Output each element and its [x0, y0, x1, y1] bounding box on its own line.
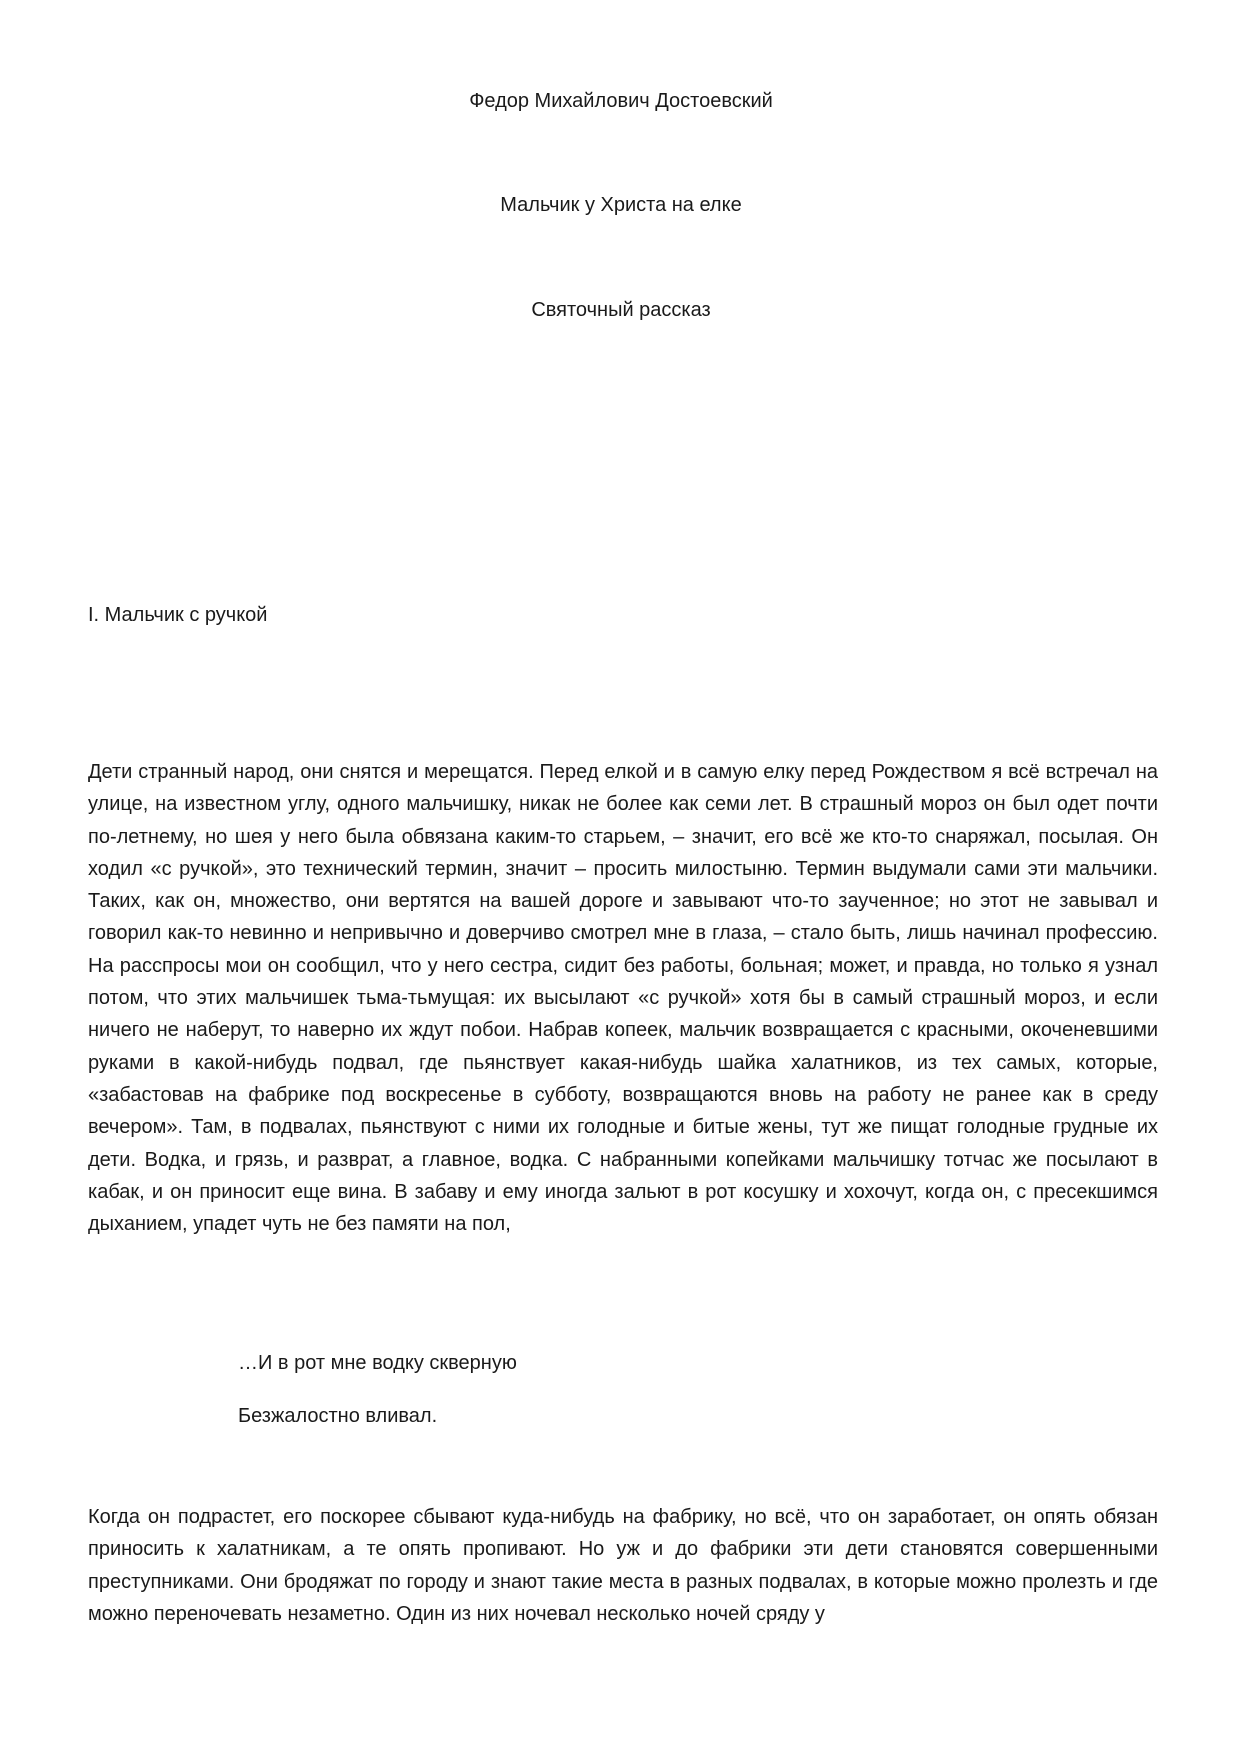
verse-line-2: Безжалостно вливал. [238, 1405, 438, 1427]
story-title: Мальчик у Христа на елке [500, 194, 742, 216]
body-paragraph-1: Дети странный народ, они снятся и мерещатся. Перед елкой и в самую елку перед Рождеством я всё встречал на улице, на известном углу, одного мальчишку, никак не более как семи лет. В страшный мороз он был одет почти по-летнему, но шея у него была обвязана каким-то старьем, – значит, его всё же кто-то снаряжал, посылая. Он ходил «с ручкой», это технический термин, значит – просить милостыню. Термин выдумали сами эти мальчики. Таких, как он, множество, они вертятся на вашей дороге и завывают что-то заученное; но этот не завывал и говорил как-то невинно и непривычно и доверчиво смотрел мне в глаза, – стало быть, лишь начинал профессию. На расспросы мои он сообщил, что у него сестра, сидит без работы, больная; может, и правда, но только я узнал потом, что этих мальчишек тьма-тьмущая: их высылают «с ручкой» хотя бы в самый страшный мороз, и если ничего не наберут, то наверно их ждут побои. Набрав копеек, мальчик возвращается с красными, окоченевшими руками в какой-нибудь подвал, где пьянствует какая-нибудь шайка халатников, из тех самых, которые, «забастовав на фабрике под воскресенье в субботу, возвращаются вновь на работу не ранее как в среду вечером». Там, в подвалах, пьянствуют с ними их голодные и битые жены, тут же пищат голодные грудные их дети. Водка, и грязь, и разврат, а главное, водка. С набранными копейками мальчишку тотчас же посылают в кабак, и он приносит еще вина. В забаву и ему иногда зальют в рот косушку и хохочут, когда он, с пресекшимся дыханием, упадет чуть не без памяти на пол, [88, 761, 1158, 1236]
body-paragraph-2: Когда он подрастет, его поскорее сбывают куда-нибудь на фабрику, но всё, что он заработает, он опять обязан приносить к халатникам, а те опять пропивают. Но уж и до фабрики эти дети становятся совершенными преступниками. Они бродяжат по городу и знают такие места в разных подвалах, в которые можно пролезть и где можно переночевать незаметно. Один из них ночевал несколько ночей сряду у [88, 1506, 1158, 1625]
chapter-heading: I. Мальчик с ручкой [88, 604, 268, 626]
author-name: Федор Михайлович Достоевский [469, 90, 773, 112]
verse-line-1: …И в рот мне водку скверную [238, 1352, 517, 1374]
story-subtitle: Святочный рассказ [531, 299, 711, 321]
